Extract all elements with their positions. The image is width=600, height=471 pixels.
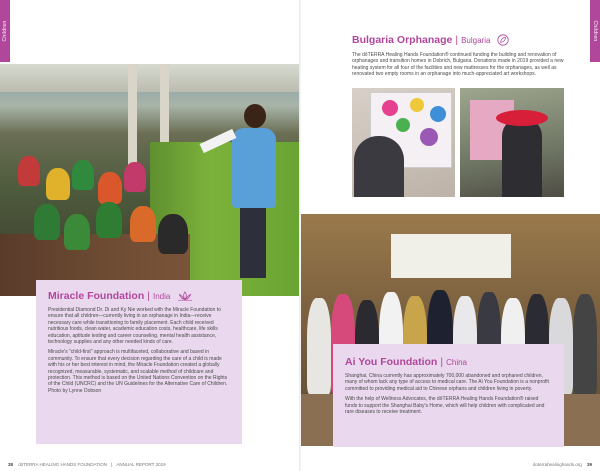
india-heading	[48, 290, 230, 303]
lotus-icon	[177, 291, 193, 301]
footer-website-link[interactable]: doterrahealinghands.org	[532, 462, 582, 467]
footer-report-name: ANNUAL REPORT 2019	[116, 462, 166, 467]
footer-left	[8, 462, 166, 467]
china-country: China	[446, 358, 467, 367]
china-heading	[345, 356, 552, 369]
india-text-box	[36, 280, 242, 444]
china-paragraph-1: Shanghai, China currently has approximately 700,000 abandoned and orphaned children, many of whom lack any type of access to medical care. The Ai You Foundation is a nonprofit committed to providing medical aid to Chinese orphans and children living in poverty.	[345, 373, 549, 392]
bulgaria-title: Bulgaria Orphanage	[352, 34, 453, 46]
india-separator: |	[147, 290, 150, 302]
photo-child	[34, 204, 60, 240]
india-paragraph-2: Miracle's "child-first" approach is multifaceted, collaborative and based in community. To ensure that every decision regarding the care of a child is made with his or her best interest in mind, the Miracle Foundation created a globally recognized, measurable, systematic, and scalable method of childcare and protection. This method is based on the United Nations Convention on the Rights of the Child (UNCRC) and the UN Guidelines for the Alternative Care of Children. Photo by Lynne Dobson	[48, 349, 228, 394]
section-tab-right	[590, 0, 600, 62]
bulgaria-country: Bulgaria	[461, 36, 491, 45]
photo-child	[98, 172, 122, 204]
china-paragraph-2: With the help of Wellness Advocates, the dōTERRA Healing Hands Foundation® raised funds to support the Shanghai Baby's Home, which will help children with complicated and rare diseases to receive treatment.	[345, 396, 545, 416]
photo-child	[46, 168, 70, 200]
footer-divider: |	[111, 462, 113, 467]
leaf-badge-icon	[497, 34, 509, 46]
india-classroom-photo	[0, 64, 299, 296]
photo-child	[72, 160, 94, 190]
bulgaria-mural-photo	[352, 88, 455, 197]
photo-child	[96, 202, 122, 238]
china-title: Ai You Foundation	[345, 356, 438, 368]
bulgaria-heading	[352, 34, 564, 47]
india-country: India	[153, 292, 171, 301]
bulgaria-separator: |	[455, 34, 459, 46]
section-tab-right-label: Children	[592, 20, 598, 42]
footer-org-name: dōTERRA HEALING HANDS FOUNDATION	[18, 462, 107, 467]
photo-child	[64, 214, 90, 250]
page-number-right: 39	[586, 462, 592, 467]
photo-child	[124, 162, 146, 192]
photo-teacher	[230, 104, 278, 279]
bulgaria-paragraph: The dōTERRA Healing Hands Foundation® continued funding the building and renovation of orphanages and transition homes in Dobrich, Bulgaria. Donations made in 2019 provided a new heating system for all four of the facilities and new mattresses for the orphanages, as well as renovated two empty rooms in an orphanage into much-appreciated art workshops.	[352, 52, 564, 78]
india-title: Miracle Foundation	[48, 290, 145, 302]
section-tab-left-label: Children	[2, 20, 8, 42]
section-tab-left	[0, 0, 10, 62]
india-paragraph-1: Presidential Diamond Dr. Di and Ky Nie worked with the Miracle Foundation to ensure that all children—currently living in an orphanage in India—receive necessary care while transitioning to family placement. Each child received nutritious foods, clean water, academic education costs, healthcare, life skills education, aptitude testing and career counseling, mental health assistance, technology supplies and any other needed kinds of care.	[48, 307, 221, 346]
bulgaria-volunteer-photo	[460, 88, 564, 197]
photo-child	[130, 206, 156, 242]
page-number-left: 38	[8, 462, 14, 467]
china-text-box	[333, 344, 564, 447]
photo-roof	[0, 64, 299, 92]
china-separator: |	[440, 356, 444, 368]
photo-child	[158, 214, 188, 254]
footer-right	[533, 462, 592, 467]
photo-child	[18, 156, 40, 186]
